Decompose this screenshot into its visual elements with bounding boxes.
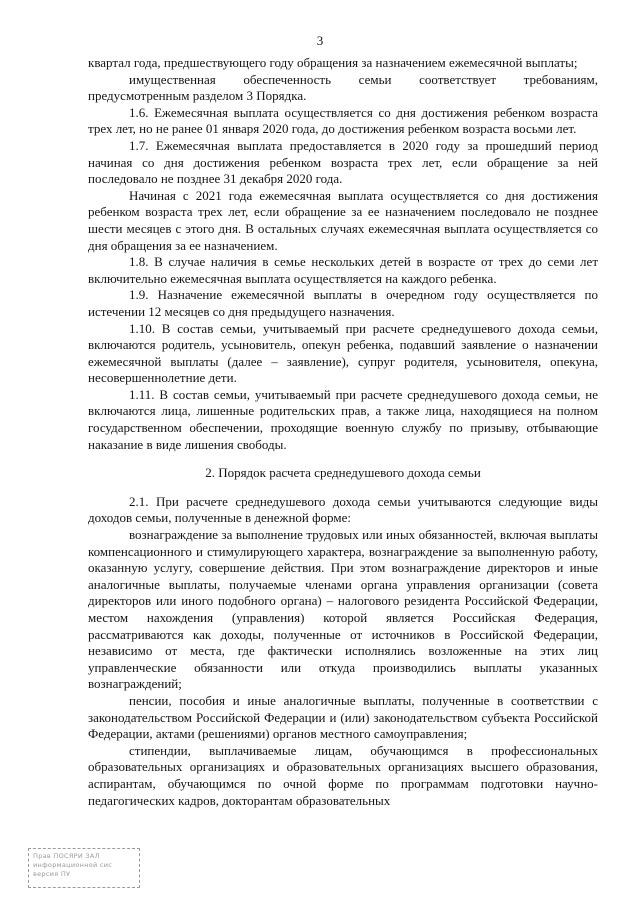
paragraph: имущественная обеспеченность семьи соответствует требованиям, предусмотренным разделом 3 Порядка. (88, 71, 598, 104)
paragraph-1-7: 1.7. Ежемесячная выплата предоставляется в 2020 году за прошедший период начиная со дня достижения ребенком возраста трех лет, если обращение за ней последовало не позднее 31 декабря 2020 года. (88, 137, 598, 187)
registration-stamp (28, 848, 140, 888)
stamp-line: информационной сис (33, 861, 113, 869)
paragraph-1-8: 1.8. В случае наличия в семье нескольких детей в возрасте от трех до семи лет включительно ежемесячная выплата осуществляется на каждого ребенка. (88, 254, 598, 286)
section-title: 2. Порядок расчета среднедушевого дохода семьи (205, 465, 481, 481)
page-number: 3 (316, 33, 324, 48)
paragraph-1-9: 1.9. Назначение ежемесячной выплаты в очередном году осуществляется по истечении 12 месяцев со дня предыдущего назначения. (88, 287, 598, 319)
paragraph: пенсии, пособия и иные аналогичные выплаты, полученные в соответствии с законодательством Российской Федерации и (или) законодательством субъекта Российской Федерации, актами (решениями) органов местного самоуправления; (88, 692, 598, 742)
paragraph-1-6: 1.6. Ежемесячная выплата осуществляется со дня достижения ребенком возраста трех лет, но не ранее 01 января 2020 года, до достижения ребенком возраста восьми лет. (88, 104, 598, 137)
paragraph: квартал года, предшествующего году обращения за назначением ежемесячной выплаты; (88, 55, 578, 70)
paragraph: Начиная с 2021 года ежемесячная выплата осуществляется со дня достижения ребенком возраста трех лет, если обращение за ее назначением последовало не позднее шести месяцев с этого дня. В остальных случаях ежемесячная выплата осуществляется со дня обращения за ее назначением. (88, 187, 598, 253)
paragraph-1-11: 1.11. В состав семьи, учитываемый при расчете среднедушевого дохода семьи, не включаются лица, лишенные родительских прав, а также лица, находящиеся на полном государственном обеспечении, проходящие военную службу по призыву, отбывающие наказание в виде лишения свободы. (88, 386, 598, 452)
paragraph-2-1: 2.1. При расчете среднедушевого дохода семьи учитываются следующие виды доходов семьи, полученные в денежной форме: (88, 493, 598, 526)
stamp-line: Прав ПОСЯРИ ЗАЛ (33, 852, 100, 860)
document-body (88, 55, 598, 809)
paragraph: вознаграждение за выполнение трудовых или иных обязанностей, включая выплаты компенсационного и стимулирующего характера, вознаграждение за выполненную работу, оказанную услугу, совершение действия. При этом вознаграждение директоров и иные аналогичные выплаты, получаемые членами органа управления организации (совета директоров или иного подобного органа) – налогового резидента Российской Федерации, местом нахождения (управления) которой является Российская Федерация, рассматриваются как доходы, полученные от источников в Российской Федерации, независимо от места, где фактически исполнялись возложенные на этих лиц управленческие обязанности или откуда производились выплаты указанных вознаграждений; (88, 527, 598, 692)
stamp-line: версия ПУ (33, 870, 71, 878)
paragraph-1-10: 1.10. В состав семьи, учитываемый при расчете среднедушевого дохода семьи, включаются родитель, усыновитель, опекун ребенка, подавший заявление о назначении ежемесячной выплаты (далее – заявление), супруг родителя, усыновителя, опекуна, несовершеннолетние дети. (88, 320, 598, 386)
paragraph: стипендии, выплачиваемые лицам, обучающимся в профессиональных образовательных организациях и образовательных организациях высшего образования, аспирантам, обучающимся по очной форме по программам подготовки научно-педагогических кадров, докторантам образовательных (88, 742, 598, 808)
